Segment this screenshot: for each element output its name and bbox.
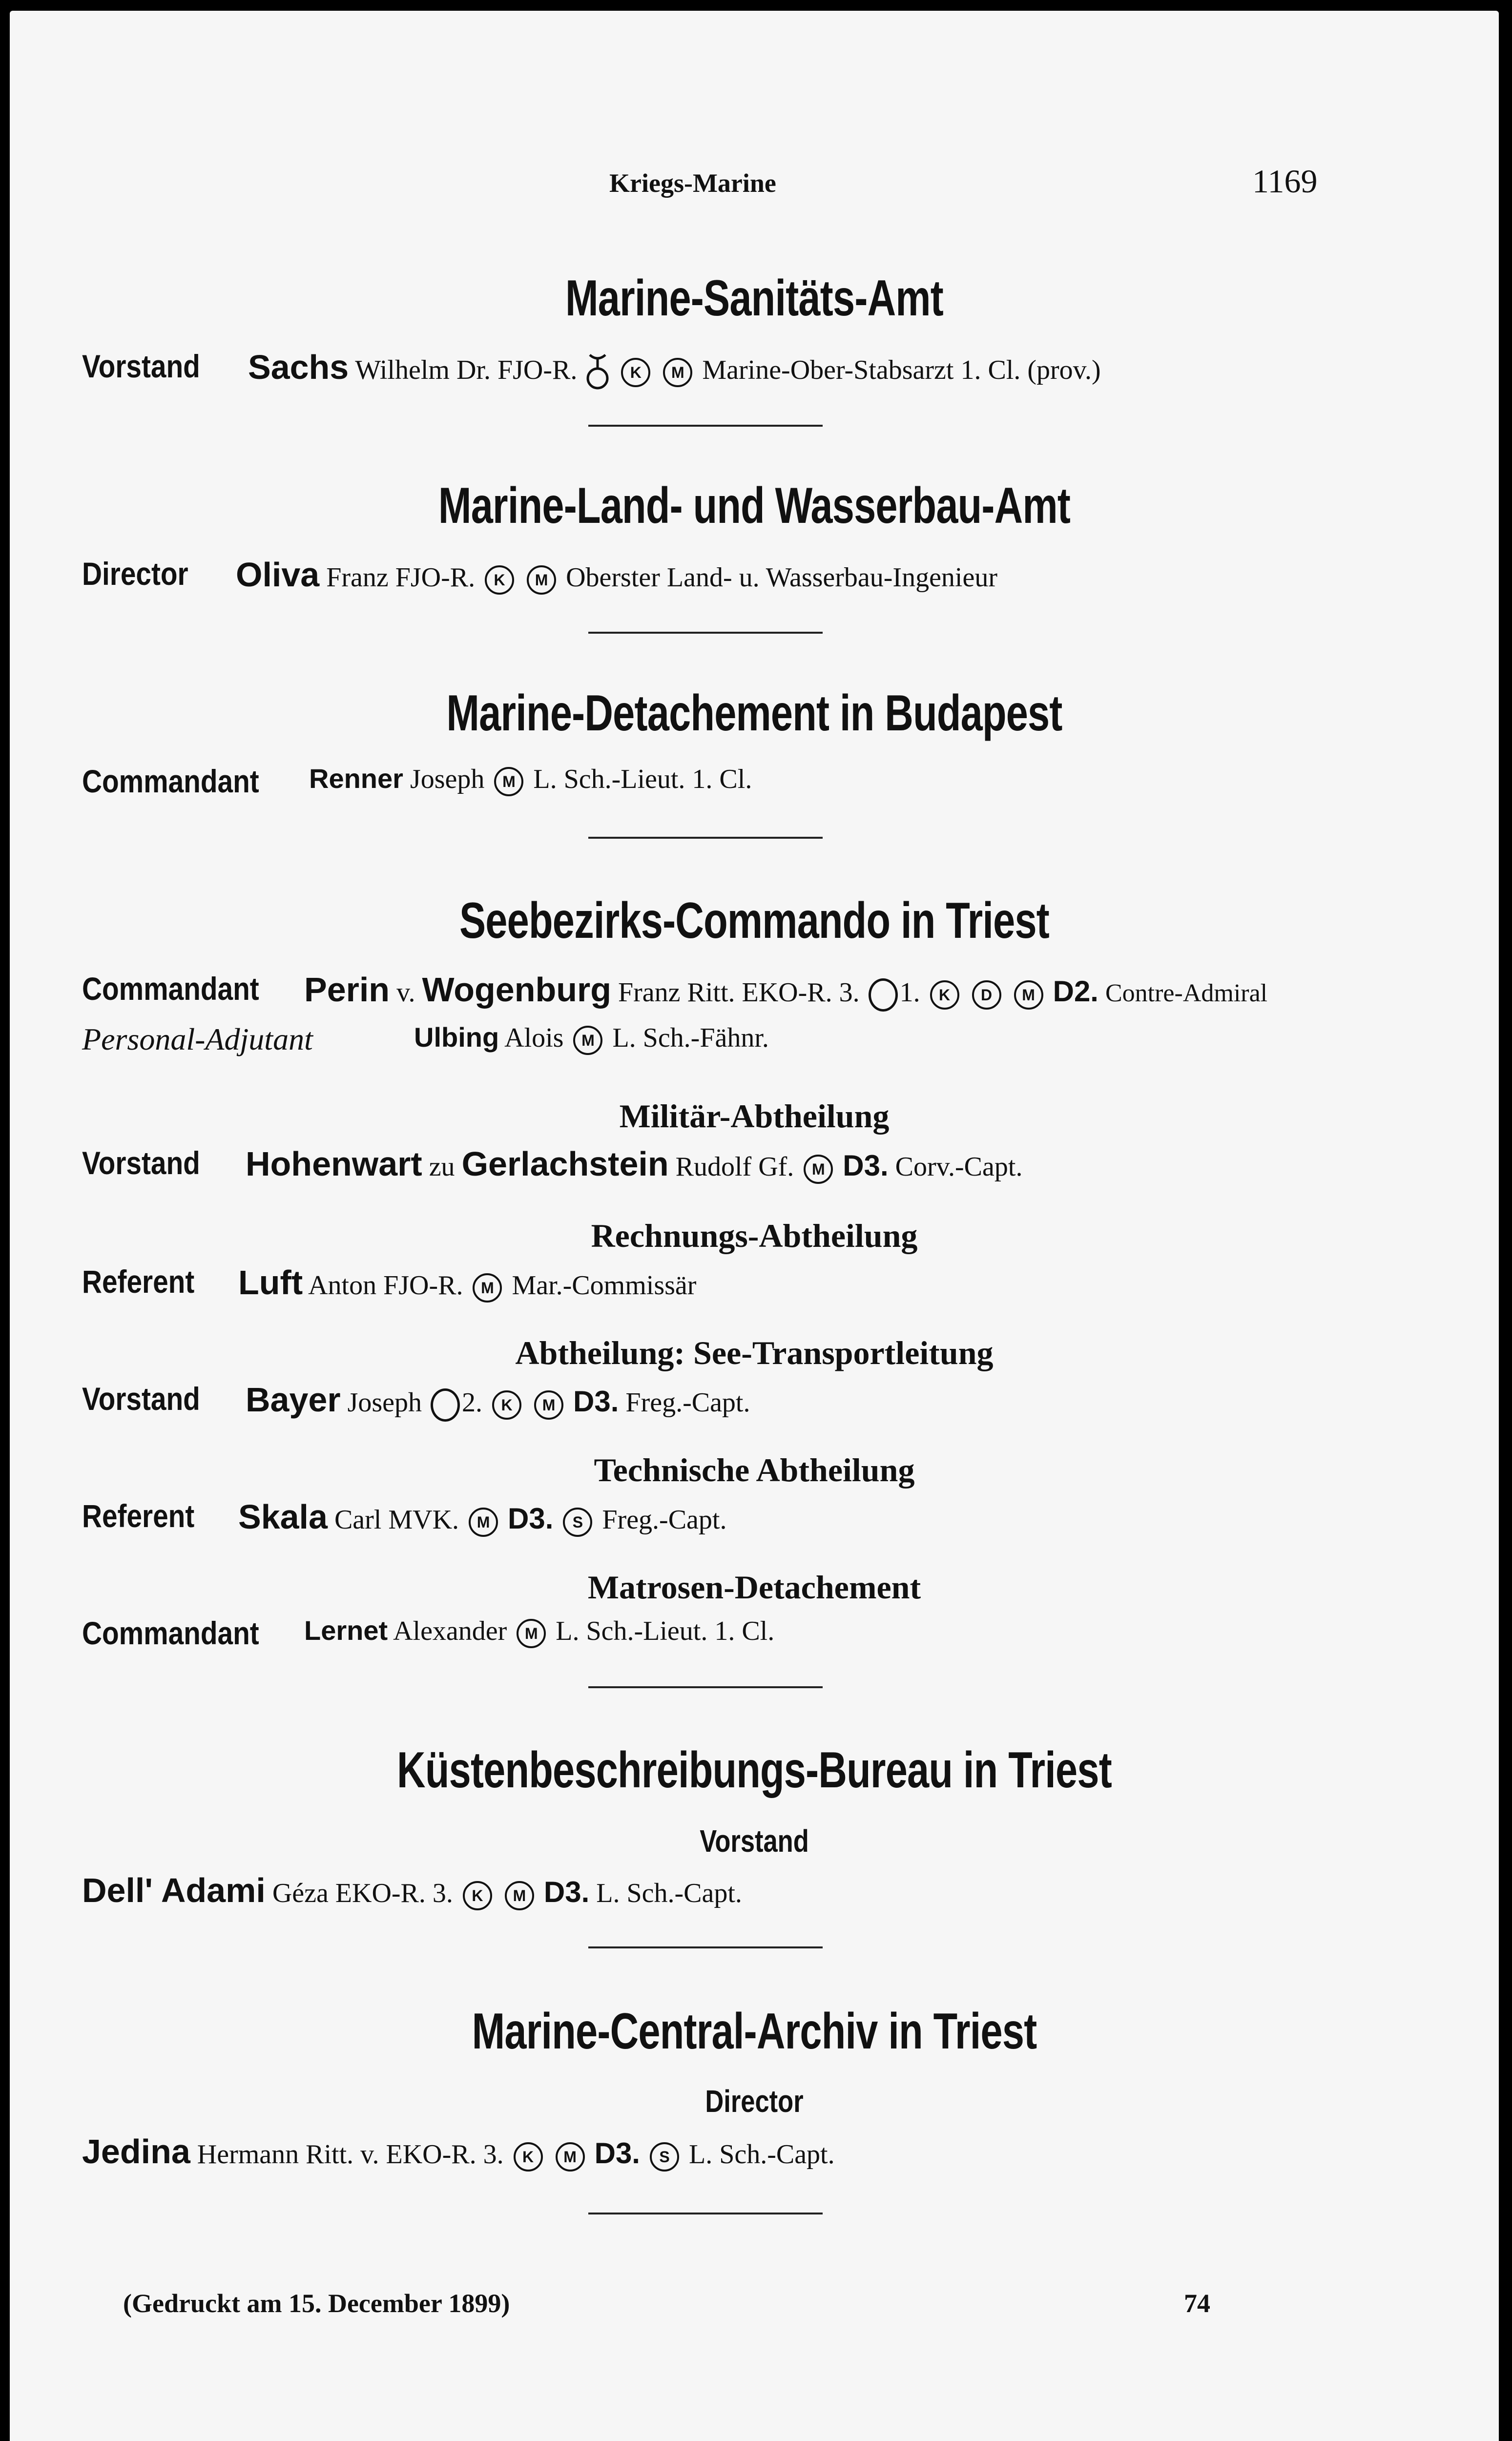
section-title: Seebezirks-Commando in Triest xyxy=(459,892,1050,949)
surname-2: Wogenburg xyxy=(422,971,611,1009)
surname: Sachs xyxy=(248,348,349,386)
order-m-icon: M xyxy=(517,1619,546,1648)
ring-icon xyxy=(431,1388,460,1422)
order-s-icon: S xyxy=(650,2142,679,2172)
surname: Hohenwart xyxy=(246,1145,422,1183)
given-name: Géza EKO-R. 3. xyxy=(272,1878,453,1908)
order-k-icon: K xyxy=(930,980,959,1010)
role-label: Vorstand xyxy=(82,1145,200,1181)
section-title: Küstenbeschreibungs-Bureau in Triest xyxy=(397,1742,1112,1799)
entry-sanitaets xyxy=(82,348,1426,392)
given-name: Alois xyxy=(504,1023,564,1053)
rank: L. Sch.-Fähnr. xyxy=(612,1023,769,1053)
running-header: Kriegs-Marine xyxy=(609,168,776,198)
rank: Marine-Ober-Stabsarzt 1. Cl. (prov.) xyxy=(702,355,1101,385)
role-label: Commandant xyxy=(82,763,259,799)
order-m-icon: M xyxy=(556,2142,585,2172)
surname-2: Gerlachstein xyxy=(461,1145,669,1183)
surname: Jedina xyxy=(82,2132,190,2171)
order-m-icon: M xyxy=(804,1155,833,1184)
subsection-title: Technische Abtheilung xyxy=(594,1451,915,1489)
rank: L. Sch.-Capt. xyxy=(688,2139,835,2170)
subsection-title: Rechnungs-Abtheilung xyxy=(591,1217,918,1254)
surname: Ulbing xyxy=(414,1022,499,1053)
rank: Contre-Admiral xyxy=(1105,979,1268,1007)
role-label: Director xyxy=(82,556,188,592)
entry-budapest xyxy=(82,763,1426,807)
document-sheet xyxy=(10,11,1499,2441)
order-m-icon: M xyxy=(1014,980,1043,1010)
section-title: Marine-Sanitäts-Amt xyxy=(565,270,943,327)
divider xyxy=(588,1946,823,1948)
signature-mark: 74 xyxy=(1184,2289,1210,2318)
given-name: Anton FJO-R. xyxy=(308,1270,463,1301)
print-date: (Gedruckt am 15. December 1899) xyxy=(123,2289,510,2318)
section-title: Marine-Land- und Wasserbau-Amt xyxy=(438,477,1071,534)
role-heading: Director xyxy=(705,2084,804,2119)
subsection-title: Militär-Abtheilung xyxy=(619,1097,890,1135)
given-name: Alexander xyxy=(393,1616,507,1646)
order-k-icon: K xyxy=(485,565,514,595)
order-m-icon: M xyxy=(573,1026,602,1055)
surname: Renner xyxy=(309,763,403,794)
role-label: Commandant xyxy=(82,1615,259,1651)
surname: Luft xyxy=(238,1263,303,1302)
order-m-icon: M xyxy=(505,1881,534,1910)
grade: D3. xyxy=(508,1502,554,1535)
rank: L. Sch.-Lieut. 1. Cl. xyxy=(556,1616,775,1646)
entry-matrosen xyxy=(82,1614,1426,1658)
grade: D2. xyxy=(1053,975,1098,1008)
given-name: Franz FJO-R. xyxy=(326,562,476,593)
ring-icon xyxy=(869,978,898,1012)
given-name: Joseph xyxy=(347,1387,422,1418)
rank: Mar.-Commissär xyxy=(512,1270,697,1301)
particle: zu xyxy=(429,1152,455,1182)
grade: D3. xyxy=(843,1149,889,1182)
role-label: Vorstand xyxy=(82,1381,200,1417)
order-m-icon: M xyxy=(534,1390,563,1420)
ring-class: 2. xyxy=(462,1387,483,1418)
entry-transport xyxy=(82,1380,1426,1424)
order-k-icon: K xyxy=(492,1390,521,1420)
given-name: Wilhelm Dr. FJO-R. xyxy=(355,355,578,385)
grade: D3. xyxy=(573,1385,619,1418)
rank: Oberster Land- u. Wasserbau-Ingenieur xyxy=(566,562,997,593)
rank: Corv.-Capt. xyxy=(895,1152,1023,1182)
order-s-icon: S xyxy=(563,1508,592,1537)
rank: Freg.-Capt. xyxy=(602,1505,727,1535)
grade: D3. xyxy=(594,2137,640,2170)
surname: Lernet xyxy=(304,1615,388,1646)
rank: L. Sch.-Capt. xyxy=(596,1878,742,1908)
entry-wasserbau xyxy=(82,555,1426,599)
role-label: Personal-Adjutant xyxy=(82,1022,313,1056)
subsection-title: Matrosen-Detachement xyxy=(587,1569,921,1606)
ring-class: 1. xyxy=(899,977,920,1008)
page-number: 1169 xyxy=(1252,163,1318,200)
grade: D3. xyxy=(543,1876,590,1908)
order-k-icon: K xyxy=(463,1881,492,1910)
order-m-icon: M xyxy=(494,767,523,796)
given-name: Joseph xyxy=(410,764,485,794)
role-label: Vorstand xyxy=(82,348,200,384)
medal-icon xyxy=(584,355,618,385)
rank: L. Sch.-Lieut. 1. Cl. xyxy=(533,764,752,794)
given-name: Franz Ritt. EKO-R. 3. xyxy=(618,977,860,1008)
divider xyxy=(588,2213,823,2214)
section-title: Marine-Detachement in Budapest xyxy=(446,685,1062,742)
entry-seebezirk-adjutant xyxy=(82,1021,1426,1065)
order-k-icon: K xyxy=(514,2142,543,2172)
divider xyxy=(588,632,823,634)
order-m-icon: M xyxy=(663,358,692,387)
divider xyxy=(588,837,823,839)
given-name: Rudolf Gf. xyxy=(675,1152,794,1182)
order-m-icon: M xyxy=(469,1508,498,1537)
given-name: Carl MVK. xyxy=(334,1505,459,1535)
role-label: Commandant xyxy=(82,971,259,1007)
role-label: Referent xyxy=(82,1498,195,1534)
role-heading: Vorstand xyxy=(700,1823,809,1859)
surname: Dell' Adami xyxy=(82,1871,266,1909)
surname: Perin xyxy=(304,971,390,1009)
divider xyxy=(588,1686,823,1688)
order-k-icon: K xyxy=(621,358,650,387)
entry-technisch xyxy=(82,1497,1426,1541)
given-name: Hermann Ritt. v. EKO-R. 3. xyxy=(197,2139,504,2170)
entry-seebezirk-commandant xyxy=(82,970,1479,1014)
entry-archiv xyxy=(82,2132,1426,2176)
surname: Oliva xyxy=(236,556,320,594)
surname: Bayer xyxy=(246,1381,341,1419)
entry-militaer xyxy=(82,1144,1426,1188)
section-title: Marine-Central-Archiv in Triest xyxy=(472,2003,1037,2060)
entry-rechnung xyxy=(82,1263,1426,1307)
entry-kuesten xyxy=(82,1871,1426,1915)
role-label: Referent xyxy=(82,1263,195,1300)
divider xyxy=(588,425,823,427)
rank: Freg.-Capt. xyxy=(625,1387,750,1418)
order-d-icon: D xyxy=(972,980,1001,1010)
order-m-icon: M xyxy=(473,1273,502,1303)
order-m-icon: M xyxy=(527,565,556,595)
surname: Skala xyxy=(238,1498,328,1536)
subsection-title: Abtheilung: See-Transportleitung xyxy=(515,1334,994,1371)
particle: v. xyxy=(396,977,415,1008)
